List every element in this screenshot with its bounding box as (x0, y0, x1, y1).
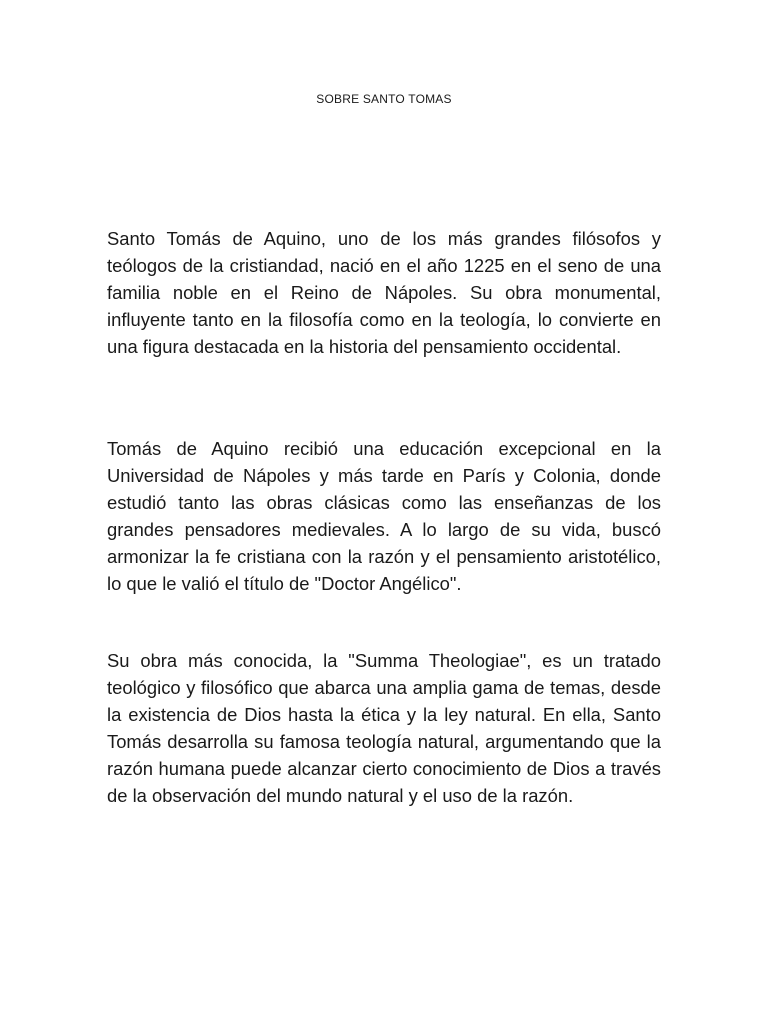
paragraph-3: Su obra más conocida, la "Summa Theologiae", es un tratado teológico y filosófico que abarca una amplia gama de temas, desde la existencia de Dios hasta la ética y la ley natural. En ella, Santo Tomás desarrolla su famosa teología natural, argumentando que la razón humana puede alcanzar cierto conocimiento de Dios a través de la observación del mundo natural y el uso de la razón. (107, 650, 661, 806)
paragraph-2: Tomás de Aquino recibió una educación excepcional en la Universidad de Nápoles y más tarde en París y Colonia, donde estudió tanto las obras clásicas como las enseñanzas de los grandes pensadores medievales. A lo largo de su vida, buscó armonizar la fe cristiana con la razón y el pensamiento aristotélico, lo que le valió el título de "Doctor Angélico". (107, 438, 661, 594)
paragraph-1: Santo Tomás de Aquino, uno de los más grandes filósofos y teólogos de la cristiandad, nació en el año 1225 en el seno de una familia noble en el Reino de Nápoles. Su obra monumental, influyente tanto en la filosofía como en la teología, lo convierte en una figura destacada en la historia del pensamiento occidental. (107, 228, 661, 357)
document-title: SOBRE SANTO TOMAS (316, 92, 452, 106)
